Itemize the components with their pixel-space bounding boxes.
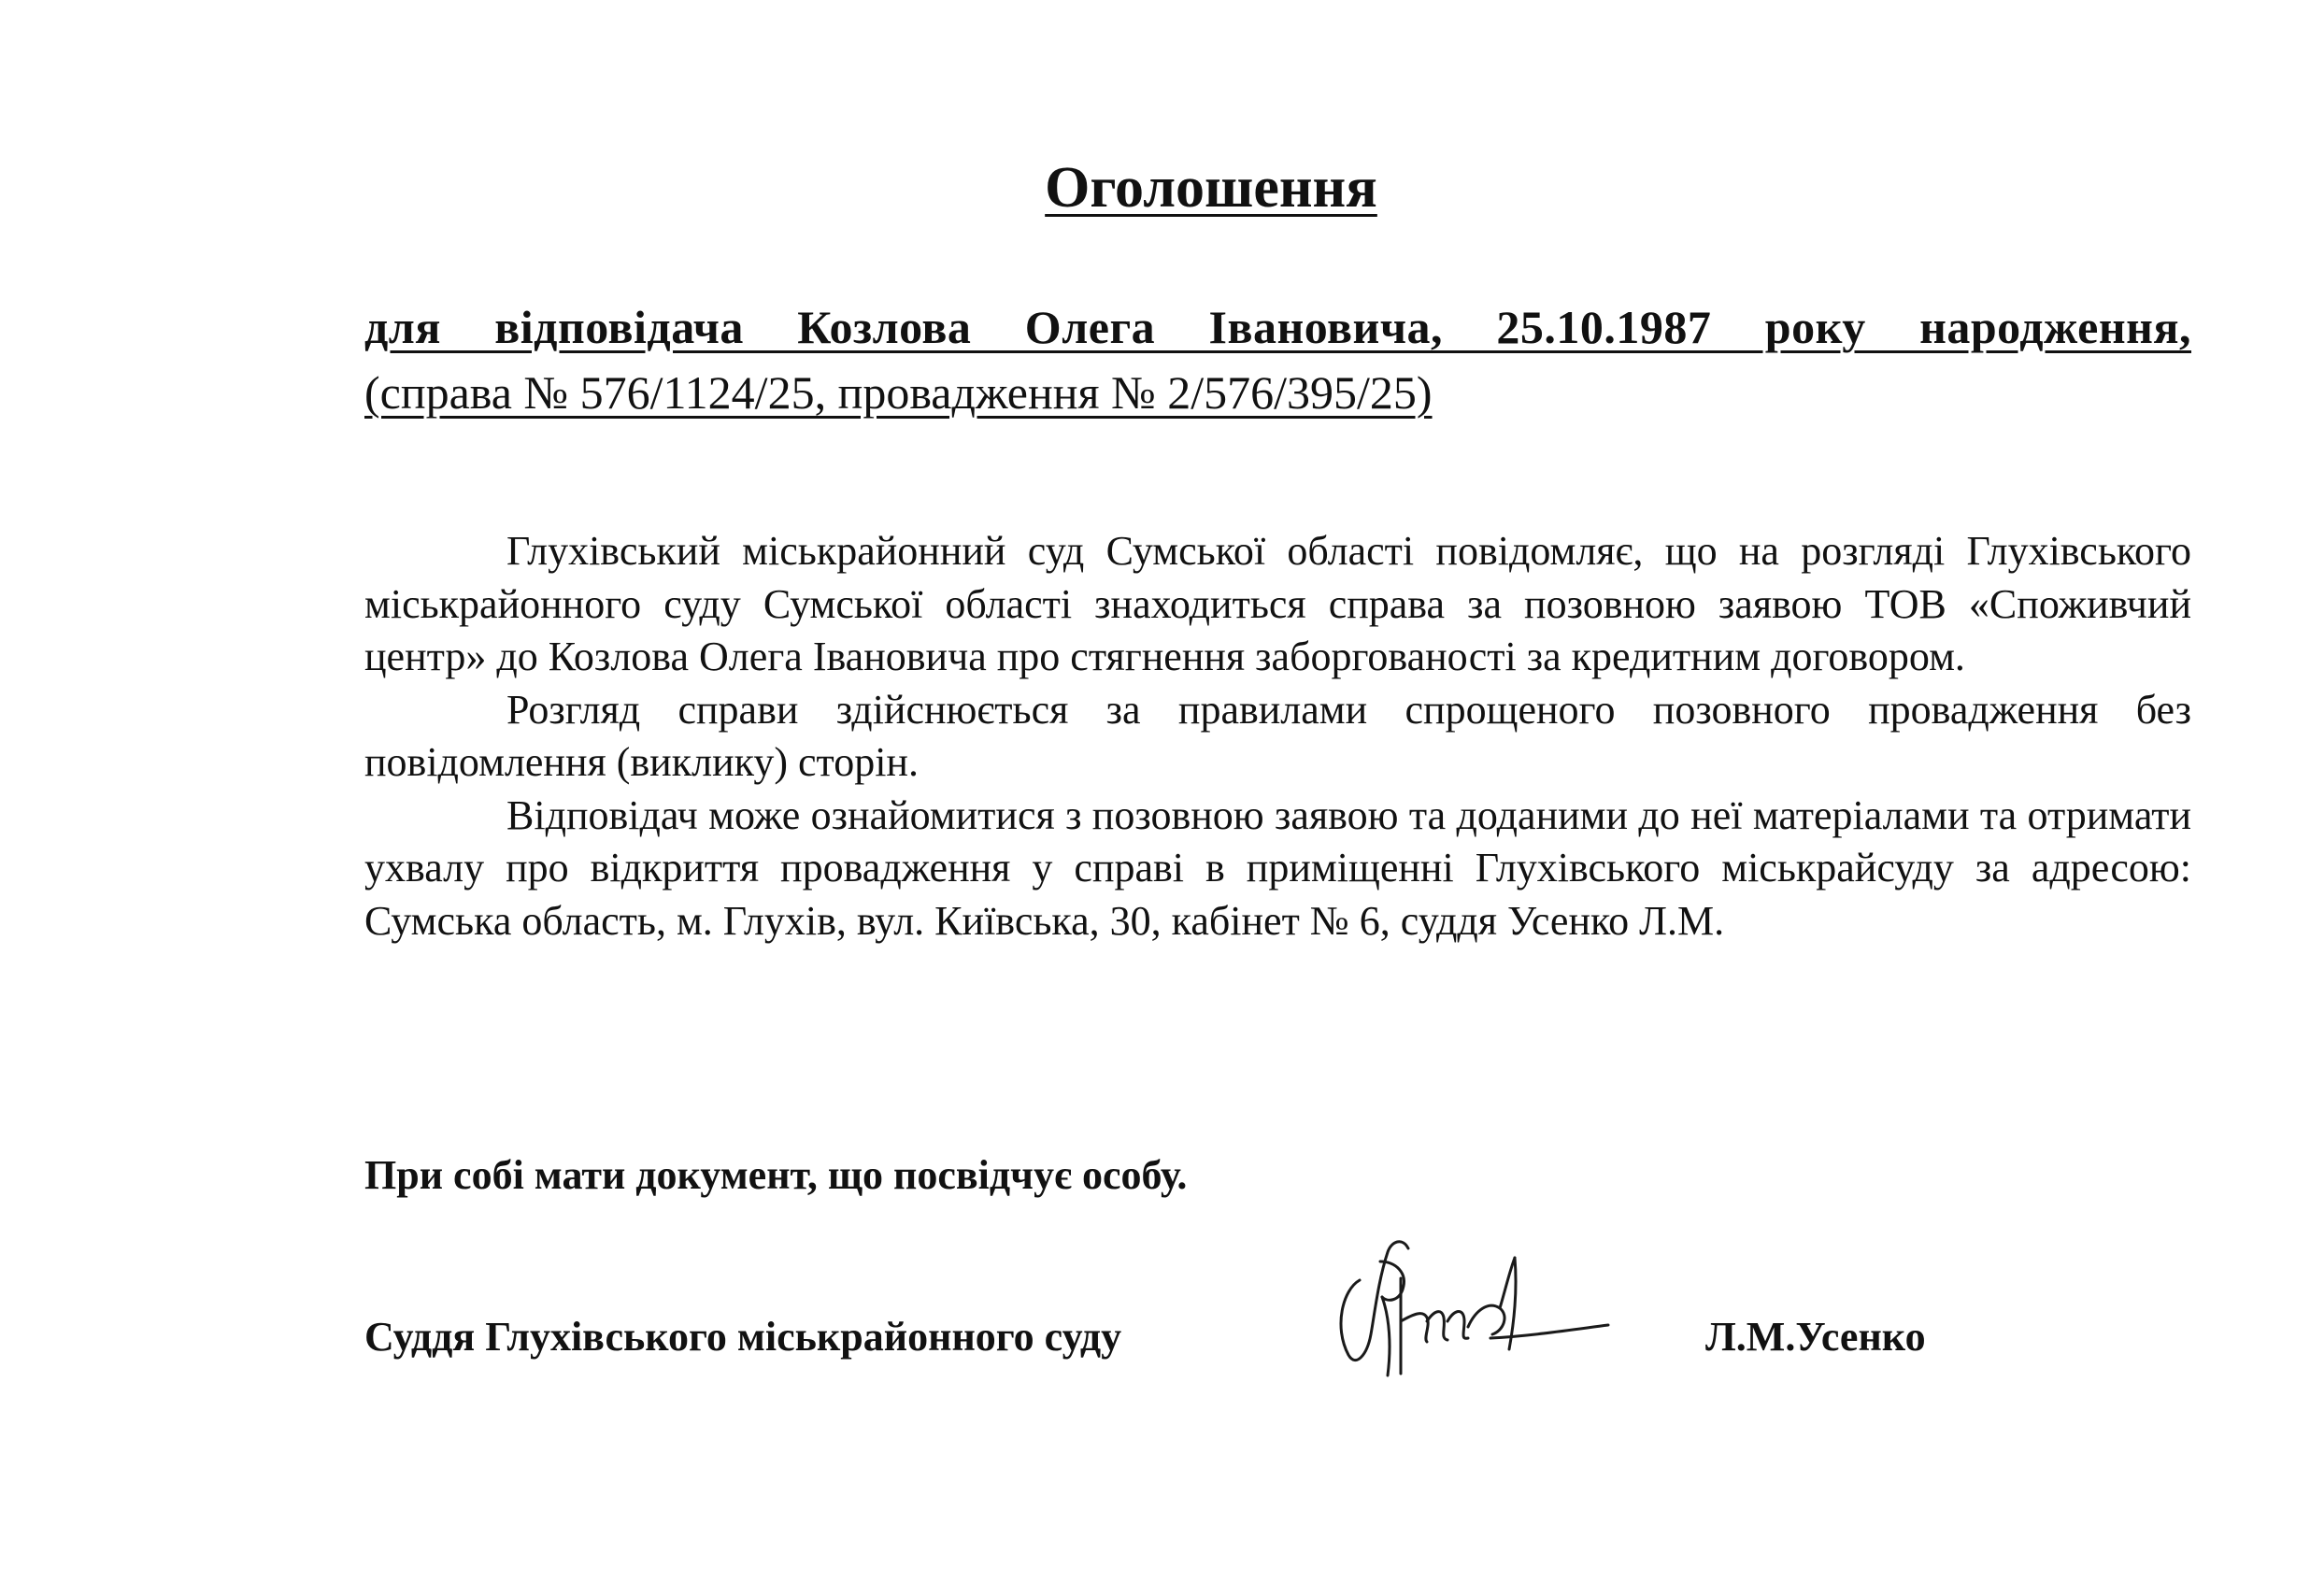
recipient-line: для відповідача Козлова Олега Івановича, 25.10.1987 року народження, xyxy=(364,301,2191,353)
id-document-notice: При собі мати документ, що посвідчує особу. xyxy=(364,1152,1188,1198)
signer-name: Л.М.Усенко xyxy=(1705,1314,1926,1360)
signature-block xyxy=(364,1313,2191,1369)
paragraph-access-materials: Відповідач може ознайомитися з позовною заявою та доданими до неї матеріалами та отримати ухвалу про відкриття провадження у справі в приміщенні Глухівського міськрайсуду за адресою: Сумська область, м. Глухів, вул. Київська, 30, кабінет № 6, суддя Усенко Л.М. xyxy=(364,791,2191,944)
paragraph-court-notice: Глухівський міськрайонний суд Сумської області повідомляє, що на розгляді Глухівського міськрайонного суду Сумської області знаходиться справа за позовною заявою ТОВ «Споживчий центр» до Козлова Олега Івановича про стягнення заборгованості за кредитним договором. xyxy=(364,528,2191,679)
signer-position: Суддя Глухівського міськрайонного суду xyxy=(364,1314,1122,1360)
announcement-body xyxy=(364,525,2191,948)
paragraph-procedure: Розгляд справи здійснюється за правилами спрощеного позовного провадження без повідомлення (виклику) сторін. xyxy=(364,686,2191,785)
document-title: Оголошення xyxy=(1045,156,1377,220)
case-line: (справа № 576/1124/25, провадження № 2/576/395/25) xyxy=(364,366,1433,419)
document-subtitle xyxy=(364,294,2191,425)
